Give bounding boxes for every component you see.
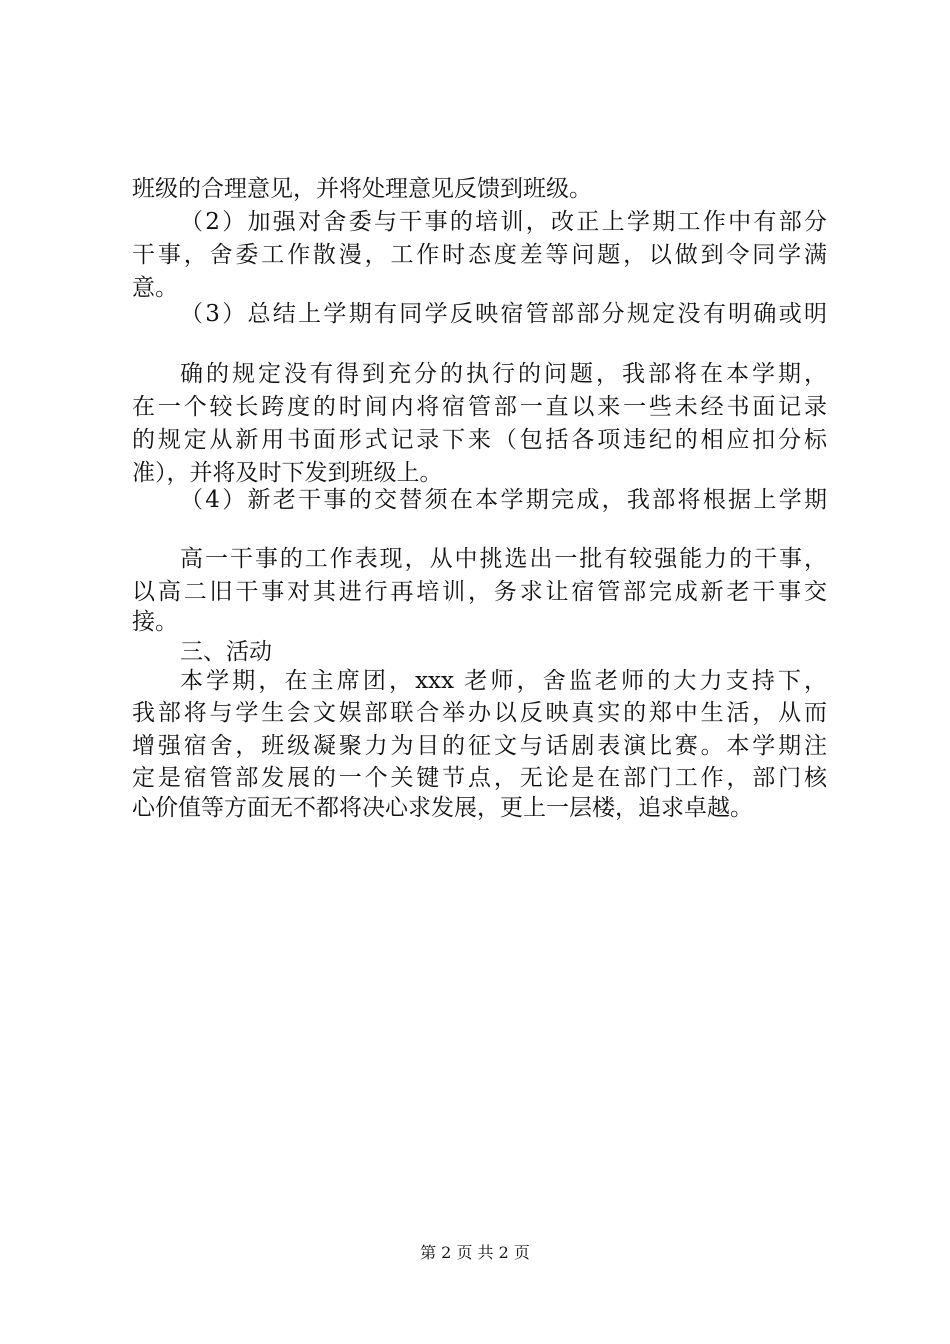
text-line: 以高二旧干事对其进行再培训，务求让宿管部完成新老干事交 — [132, 579, 827, 605]
text-line: 确的规定没有得到充分的执行的问题，我部将在本学期， — [180, 361, 827, 387]
text-line: 高一干事的工作表现，从中挑选出一批有较强能力的干事， — [180, 546, 827, 572]
text-line: 的规定从新用书面形式记录下来（包括各项违纪的相应扣分标 — [132, 427, 827, 453]
text-line: （2）加强对舍委与干事的培训，改正上学期工作中有部分 — [180, 209, 827, 235]
text-line: 准），并将及时下发到班级上。 — [132, 460, 443, 486]
section-heading: 三、活动 — [180, 639, 272, 665]
text-line: 本学期，在主席团，xxx 老师，舍监老师的大力支持下， — [180, 668, 827, 694]
text-line: 意。 — [132, 275, 178, 301]
text-line: 我部将与学生会文娱部联合举办以反映真实的郑中生活，从而 — [132, 700, 827, 726]
text-line: 班级的合理意见，并将处理意见反馈到班级。 — [132, 176, 592, 202]
text-line: 接。 — [132, 609, 178, 635]
text-line: （3）总结上学期有同学反映宿管部部分规定没有明确或明 — [180, 301, 827, 327]
text-line: 心价值等方面无不都将决心求发展，更上一层楼，追求卓越。 — [132, 795, 753, 821]
text-line: 干事，舍委工作散漫，工作时态度差等问题，以做到令同学满 — [132, 242, 827, 268]
text-line: 定是宿管部发展的一个关键节点，无论是在部门工作，部门核 — [132, 765, 827, 791]
text-line: （4）新老干事的交替须在本学期完成，我部将根据上学期 — [180, 487, 827, 513]
text-line: 在一个较长跨度的时间内将宿管部一直以来一些未经书面记录 — [132, 394, 827, 420]
text-line: 增强宿舍，班级凝聚力为目的征文与话剧表演比赛。本学期注 — [132, 733, 827, 759]
page-footer: 第 2 页 共 2 页 — [420, 1243, 530, 1262]
